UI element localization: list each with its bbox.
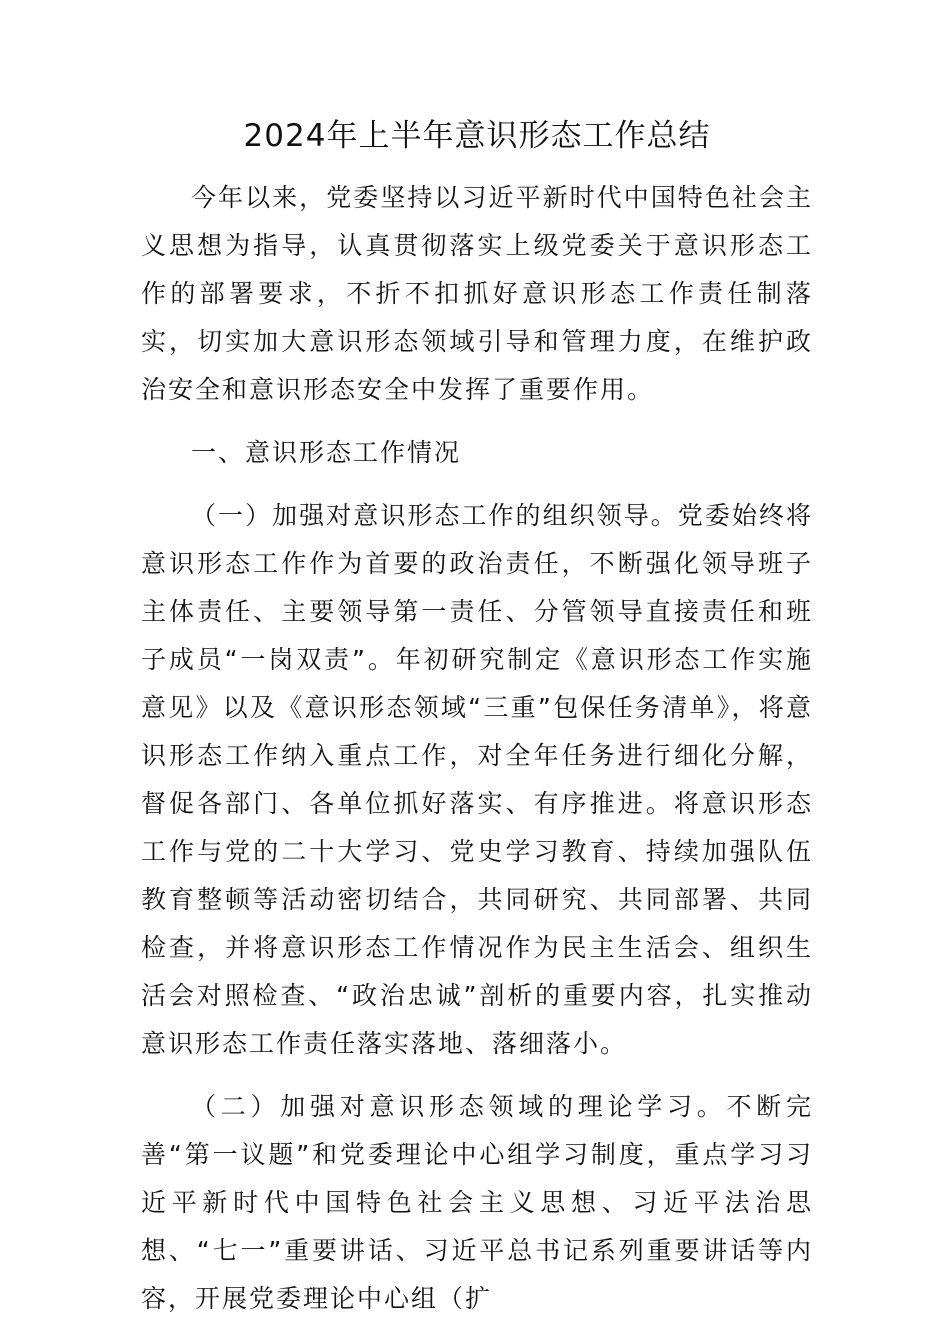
section-heading: 一、意识形态工作情况 [191,438,462,467]
paragraph-theory-study: （二）加强对意识形态领域的理论学习。不断完善“第一议题”和党委理论中心组学习制度，重点学习习近平新时代中国特色社会主义思想、习近平法治思想、“七一”重要讲话、习近平总书记系列重要讲话等内容，开展党委理论中心组（扩 [141,1092,813,1313]
paragraph-organization-leadership: （一）加强对意识形态工作的组织领导。党委始终将意识形态工作作为首要的政治责任，不断强化领导班子主体责任、主要领导第一责任、分管领导直接责任和班子成员“一岗双责”。年初研究制定《意识形态工作实施意见》以及《意识形态领域“三重”包保任务清单》，将意识形态工作纳入重点工作，对全年任务进行细化分解，督促各部门、各单位抓好落实、有序推进。将意识形态工作与党的二十大学习、党史学习教育、持续加强队伍教育整顿等活动密切结合，共同研究、共同部署、共同检查，并将意识形态工作情况作为民主生活会、组织生活会对照检查、“政治忠诚”剖析的重要内容，扎实推动意识形态工作责任落实落地、落细落小。 [141,501,813,1058]
intro-paragraph: 今年以来，党委坚持以习近平新时代中国特色社会主义思想为指导，认真贯彻落实上级党委关于意识形态工作的部署要求，不折不扣抓好意识形态工作责任制落实，切实加大意识形态领域引导和管理力度，在维护政治安全和意识形态安全中发挥了重要作用。 [141,183,813,404]
document-title: 2024年上半年意识形态工作总结 [243,118,711,154]
